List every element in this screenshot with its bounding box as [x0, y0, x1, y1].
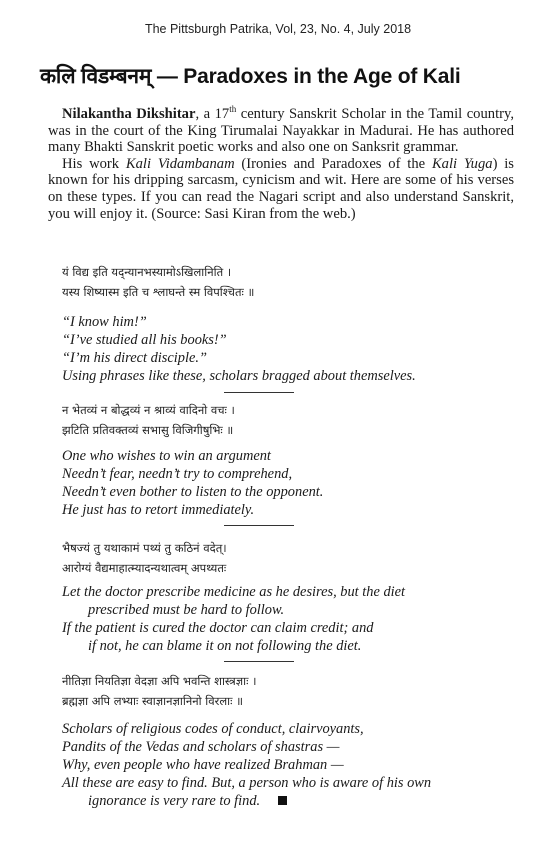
- yuga-name: Kali Yuga: [431, 155, 493, 172]
- translation-line-last: [62, 792, 512, 810]
- translation-line: “I know him!”: [62, 314, 147, 330]
- sanskrit-line: ब्रह्मज्ञा अपि लभ्याः स्वाज्ञानज्ञानिनो विरलाः ॥: [62, 694, 243, 708]
- intro-text: [48, 106, 514, 222]
- section-divider: [224, 392, 294, 393]
- translation-line: Let the doctor prescribe medicine as he desires, but the diet: [62, 584, 406, 600]
- ordinal-suffix: th: [229, 104, 237, 115]
- translation-line: prescribed must be hard to follow.: [88, 602, 285, 618]
- translation-line: Needn’t fear, needn’t try to comprehend,: [62, 466, 293, 482]
- intro-paragraph-1: [48, 106, 514, 156]
- verse-1-translation: [62, 313, 512, 385]
- translation-line-text: ignorance is very rare to find.: [88, 793, 261, 809]
- translation-line: Scholars of religious codes of conduct, clairvoyants,: [62, 721, 364, 737]
- translation-line: If the patient is cured the doctor can claim credit; and: [62, 620, 374, 636]
- intro-paragraph-2: [48, 156, 514, 222]
- end-of-article-mark: [278, 796, 287, 805]
- verse-2-translation: [62, 447, 512, 519]
- section-divider: [224, 661, 294, 662]
- intro-p1-text-b: century Sanskrit Scholar in the Tamil country, was in the court of the King Tirumalai Nayakkar in Madurai. He has authored many Bhakti Sanskrit poetic works and also one on Sanksrit grammar.: [48, 106, 514, 156]
- translation-line: He just has to retort immediately.: [62, 502, 255, 518]
- translation-line: All these are easy to find. But, a person who is aware of his own: [62, 775, 432, 791]
- translation-line: Why, even people who have realized Brahman —: [62, 757, 344, 773]
- sanskrit-line: आरोग्यं वैद्यमाहात्म्यादन्यथात्वम् अपथ्यतः: [62, 561, 227, 575]
- translation-line: if not, he can blame it on not following the diet.: [88, 638, 362, 654]
- intro-p2-text-b: (Ironies and Paradoxes of the: [234, 155, 432, 172]
- verse-1-sanskrit: [62, 262, 502, 302]
- work-title: Kali Vidambanam: [125, 155, 235, 172]
- translation-line: One who wishes to win an argument: [62, 448, 271, 464]
- intro-p1-text-a: , a 17: [195, 106, 230, 122]
- sanskrit-line: भैषज्यं तु यथाकामं पथ्यं तु कठिनं वदेत्।: [62, 541, 227, 555]
- sanskrit-line: न भेतव्यं न बोद्धव्यं न श्राव्यं वादिनो वचः ।: [62, 403, 235, 417]
- intro-p2-text-c: ) is known for his dripping sarcasm, cynicism and wit. Here are some of his verses on these types. If you can read the Nagari script and also understand Sanskrit, you will enjoy it. (Source: Sasi Kiran from the web.): [48, 155, 514, 222]
- translation-line: Needn’t even bother to listen to the opponent.: [62, 484, 324, 500]
- sanskrit-line: झटिति प्रतिवक्तव्यं सभासु विजिगीषुभिः ॥: [62, 423, 234, 437]
- verse-2-sanskrit: [62, 400, 502, 440]
- section-divider: [224, 525, 294, 526]
- sanskrit-line: यं विद्य इति यद्न्यानभस्यामोऽखिलानिति ।: [62, 265, 232, 279]
- translation-line: Using phrases like these, scholars bragged about themselves.: [62, 368, 416, 384]
- translation-line: “I’m his direct disciple.”: [62, 350, 207, 366]
- sanskrit-line: नीतिज्ञा नियतिज्ञा वेदज्ञा अपि भवन्ति शास्त्रज्ञाः ।: [62, 674, 257, 688]
- translation-line: Pandits of the Vedas and scholars of shastras —: [62, 739, 340, 755]
- intro-p2-text-a: His work: [62, 155, 126, 172]
- author-name: Nilakantha Dikshitar: [62, 106, 196, 122]
- verse-4-translation: [62, 720, 512, 810]
- running-header: The Pittsburgh Patrika, Vol, 23, No. 4, July 2018: [144, 22, 412, 36]
- verse-3-sanskrit: [62, 538, 502, 578]
- verse-3-translation: [62, 583, 512, 655]
- verse-4-sanskrit: [62, 671, 502, 711]
- sanskrit-line: यस्य शिष्यास्म इति च श्लाघन्ते स्म विपश्चितः ॥: [62, 285, 255, 299]
- translation-line: “I’ve studied all his books!”: [62, 332, 227, 348]
- article-title: कलि विडम्बनम् — Paradoxes in the Age of Kali: [40, 65, 461, 88]
